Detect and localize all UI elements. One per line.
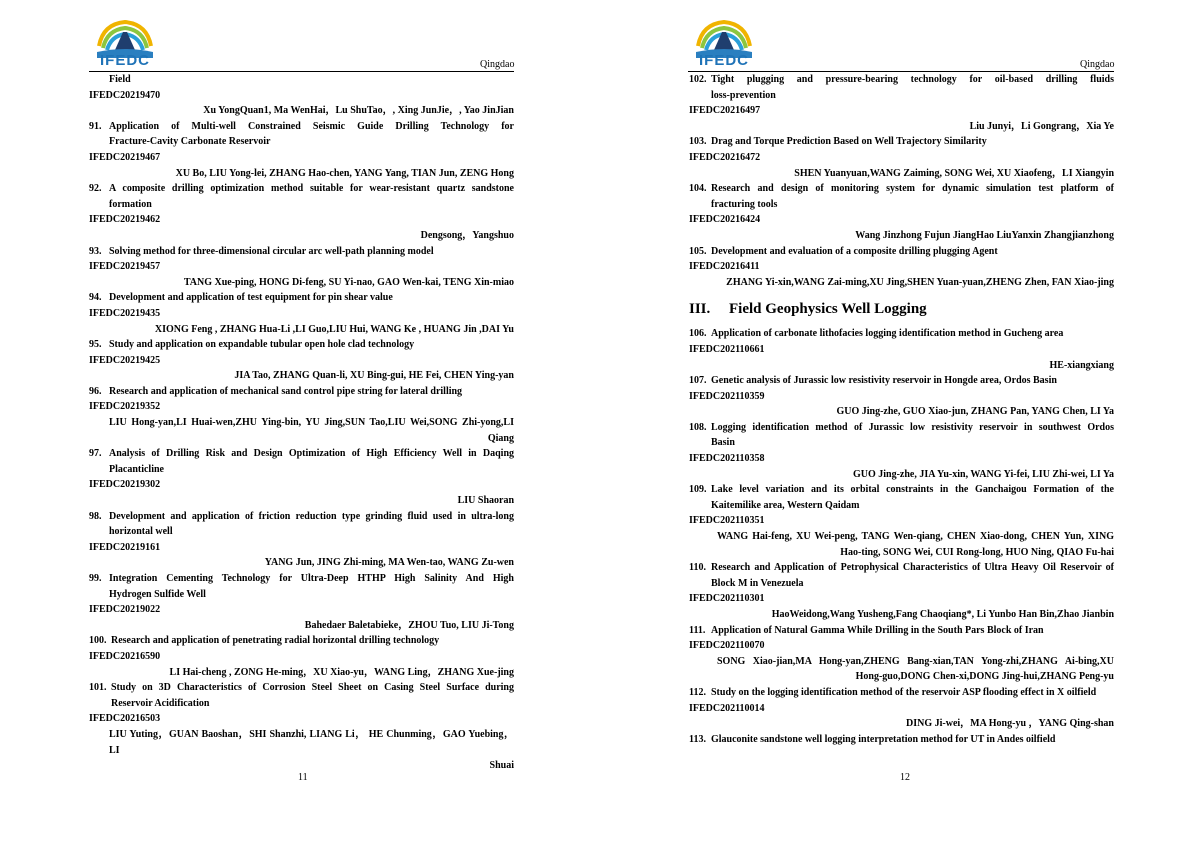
- paper-number: 108.: [689, 421, 707, 433]
- title-text: Application of Multi-well Constrained Seismic Guide Drilling Technology for: [109, 120, 514, 132]
- paper-code: IFEDC20219352: [89, 401, 161, 413]
- title-text: Research and application of penetrating radial horizontal drilling technology: [111, 635, 440, 647]
- paper-authors: Liu Junyi，Li Gongrang，Xia Ye: [969, 120, 1114, 132]
- title-text: Lake level variation and its orbital constraints in the Ganchaigou Formation of the: [711, 484, 1114, 496]
- paper-code: IFEDC20219467: [89, 151, 161, 163]
- paper-code: IFEDC20219302: [89, 479, 161, 491]
- paper-number: 104.: [689, 183, 707, 195]
- paper-number: 103.: [689, 136, 707, 148]
- indent: [689, 498, 711, 514]
- paper-title: [689, 482, 1114, 513]
- paper-authors: GUO Jing-zhe, JIA Yu-xin, WANG Yi-fei, LIU Zhi-wei, LI Ya: [852, 468, 1114, 480]
- title-text: Analysis of Drilling Risk and Design Optimization of High Efficiency Well in Daqing: [109, 448, 514, 460]
- indent: [89, 134, 109, 150]
- title-text: Development and evaluation of a composite drilling plugging Agent: [711, 245, 998, 257]
- left-content: [89, 72, 514, 774]
- title-text: Development and application of friction reduction type grinding fluid used in ultra-long: [109, 510, 514, 522]
- title-line: [89, 446, 514, 462]
- title-line: [89, 680, 514, 696]
- paper-number: 99.: [89, 573, 102, 584]
- paper-title: [89, 244, 514, 260]
- title-line: [689, 244, 1114, 260]
- paper-code: IFEDC20216472: [689, 151, 761, 163]
- title-line: [689, 560, 1114, 576]
- title-text: Study and application on expandable tubular open hole clad technology: [109, 339, 415, 351]
- paper-code: IFEDC20219462: [89, 214, 161, 226]
- paper-code: IFEDC202110301: [689, 593, 765, 605]
- paper-number: 109.: [689, 484, 707, 496]
- section-heading: [689, 299, 1114, 319]
- paper-authors: Xu YongQuan1, Ma WenHai，Lu ShuTao，, Xing JunJie，, Yao JinJian: [203, 105, 514, 117]
- title-text: Glauconite sandstone well logging interpretation method for UT in Andes oilfield: [711, 733, 1056, 745]
- paper-authors: ZHANG Yi-xin,WANG Zai-ming,XU Jing,SHEN Yuan-yuan,ZHENG Zhen, FAN Xiao-jing: [726, 276, 1114, 288]
- author-line: SONG Xiao-jian,MA Hong-yan,ZHENG Bang-xian,TAN Yong-zhi,ZHANG Ai-bing,XU: [717, 655, 1114, 667]
- title-line: [89, 337, 514, 353]
- paper-code: IFEDC202110014: [689, 702, 765, 714]
- logo-text: IFEDC: [699, 52, 749, 69]
- title-line: [89, 134, 514, 150]
- indent: [689, 197, 711, 213]
- title-line: [689, 326, 1114, 342]
- title-line: [689, 732, 1114, 748]
- title-text: Development and application of test equipment for pin shear value: [109, 292, 393, 304]
- paper-number: 95.: [89, 339, 102, 351]
- paper-title: [689, 134, 1114, 150]
- paper-code: IFEDC20219470: [89, 89, 161, 101]
- paper-title: [89, 337, 514, 353]
- paper-number: 96.: [89, 385, 102, 397]
- paper-number: 98.: [89, 510, 102, 522]
- indent: [89, 462, 109, 478]
- paper-authors: Wang Jinzhong Fujun JiangHao LiuYanxin Zhangjianzhong: [855, 229, 1114, 241]
- title-line: [89, 633, 514, 649]
- paper-authors: Bahedaer Baletabieke，ZHOU Tuo, LIU Ji-Tong: [304, 619, 514, 631]
- paper-code: IFEDC202110351: [689, 515, 765, 527]
- paper-authors: JIA Tao, ZHANG Quan-li, XU Bing-gui, HE Fei, CHEN Ying-yan: [234, 370, 514, 382]
- title-text: Application of Natural Gamma While Drilling in the South Pars Block of Iran: [711, 624, 1044, 636]
- title-line: [89, 119, 514, 135]
- title-text: Kaitemilike area, Western Qaidam: [711, 499, 860, 511]
- paper-title-continuation: [89, 72, 514, 88]
- ifedc-logo: [93, 18, 157, 72]
- paper-code: IFEDC20216590: [89, 650, 161, 662]
- title-text: Tight plugging and pressure-bearing technology for oil-based drilling fluids: [711, 74, 1114, 85]
- title-text: Basin: [711, 437, 735, 449]
- page-number: 12: [900, 772, 910, 783]
- title-text: Solving method for three-dimensional circular arc well-path planning model: [109, 245, 434, 257]
- header-city: Qingdao: [480, 59, 515, 70]
- title-text: formation: [109, 198, 152, 210]
- title-text: horizontal well: [109, 526, 173, 538]
- title-text: Study on 3D Characteristics of Corrosion Steel Sheet on Casing Steel Surface during: [111, 682, 514, 694]
- right-page: [596, 0, 1191, 842]
- paper-authors: [89, 415, 514, 446]
- paper-code: IFEDC20219161: [89, 541, 161, 553]
- paper-code: IFEDC20216503: [89, 713, 161, 725]
- title-text: loss-prevention: [711, 89, 776, 101]
- paper-authors: YANG Jun, JING Zhi-ming, MA Wen-tao, WANG Zu-wen: [264, 557, 514, 569]
- paper-title: [689, 623, 1114, 639]
- title-text: Application of carbonate lithofacies logging identification method in Gucheng area: [711, 328, 1064, 340]
- paper-authors: DING Ji-wei，MA Hong-yu ，YANG Qing-shan: [906, 718, 1114, 730]
- title-text: Research and Application of Petrophysical Characteristics of Ultra Heavy Oil Reservoir of: [711, 562, 1114, 574]
- paper-title: [689, 326, 1114, 342]
- paper-number: 110.: [689, 562, 706, 574]
- paper-title: [89, 119, 514, 150]
- title-line: [89, 244, 514, 260]
- paper-authors: XIONG Feng , ZHANG Hua-Li ,LI Guo,LIU Hui, WANG Ke , HUANG Jin ,DAI Yu: [154, 323, 514, 335]
- ifedc-logo: [692, 18, 756, 72]
- paper-number: 107.: [689, 375, 707, 387]
- title-line: [689, 88, 1114, 104]
- title-line: [689, 134, 1114, 150]
- paper-code: IFEDC20216424: [689, 214, 761, 226]
- paper-code: IFEDC20219425: [89, 354, 161, 366]
- paper-title: [89, 290, 514, 306]
- paper-number: 111.: [689, 624, 706, 636]
- title-line: [89, 197, 514, 213]
- title-line: [689, 576, 1114, 592]
- paper-code: IFEDC20219435: [89, 307, 161, 319]
- paper-title: [89, 571, 514, 602]
- author-line: Hong-guo,DONG Chen-xi,DONG Jing-hui,ZHANG Peng-yu: [855, 671, 1114, 683]
- title-text: Logging identification method of Jurassic low resistivity reservoir in southwest Ordos: [711, 421, 1114, 433]
- paper-number: 100.: [89, 635, 107, 647]
- title-text: fracturing tools: [711, 198, 778, 210]
- title-line: [89, 290, 514, 306]
- title-text: Hydrogen Sulfide Well: [109, 588, 206, 600]
- paper-title: [689, 685, 1114, 701]
- paper-title: [689, 560, 1114, 591]
- paper-authors: HE-xiangxiang: [1049, 359, 1114, 371]
- paper-code: IFEDC202110359: [689, 390, 765, 402]
- paper-authors: [689, 529, 1114, 560]
- paper-number: 112.: [689, 686, 706, 698]
- paper-number: 93.: [89, 245, 102, 257]
- title-line: [89, 462, 514, 478]
- paper-authors: SHEN Yuanyuan,WANG Zaiming, SONG Wei, XU Xiaofeng，LI Xiangyin: [794, 167, 1114, 179]
- paper-number: 106.: [689, 328, 707, 340]
- paper-title: [689, 420, 1114, 451]
- title-text: Research and application of mechanical sand control pipe string for lateral drilling: [109, 385, 463, 397]
- paper-authors: [689, 654, 1114, 685]
- title-line: [89, 696, 514, 712]
- right-content: [689, 72, 1114, 747]
- paper-title: [689, 72, 1114, 103]
- title-text: Integration Cementing Technology for Ultra-Deep HTHP High Salinity And High: [109, 573, 514, 584]
- paper-authors: LIU Shaoran: [457, 495, 514, 507]
- title-line: [689, 72, 1114, 88]
- paper-number: 94.: [89, 292, 102, 304]
- paper-number: 91.: [89, 120, 102, 132]
- author-line: LIU Hong-yan,LI Huai-wen,ZHU Ying-bin, YU Jing,SUN Tao,LIU Wei,SONG Zhi-yong,LI: [109, 417, 514, 429]
- indent: [689, 88, 711, 104]
- title-text: Placanticline: [109, 463, 164, 475]
- title-text: Genetic analysis of Jurassic low resistivity reservoir in Hongde area, Ordos Basin: [711, 375, 1057, 387]
- paper-number: 113.: [689, 733, 706, 745]
- logo-text: IFEDC: [100, 52, 150, 69]
- paper-authors: TANG Xue-ping, HONG Di-feng, SU Yi-nao, GAO Wen-kai, TENG Xin-miao: [183, 276, 514, 288]
- title-text: A composite drilling optimization method suitable for wear-resistant quartz sandstone: [109, 183, 514, 195]
- paper-title: [689, 373, 1114, 389]
- page-number: 11: [298, 772, 308, 783]
- title-line: [689, 623, 1114, 639]
- title-text: Field: [109, 74, 131, 85]
- title-text: Research and design of monitoring system for dynamic simulation test platform of: [711, 183, 1114, 195]
- paper-code: IFEDC202110070: [689, 640, 765, 652]
- paper-title: [689, 181, 1114, 212]
- title-text: Block M in Venezuela: [711, 577, 804, 589]
- paper-title: [89, 680, 514, 711]
- indent: [89, 587, 109, 603]
- paper-title: [89, 446, 514, 477]
- paper-code: IFEDC202110661: [689, 343, 765, 355]
- paper-authors: [89, 727, 514, 774]
- title-line: [689, 435, 1114, 451]
- author-line: Qiang: [487, 432, 514, 444]
- author-line: Hao-ting, SONG Wei, CUI Rong-long, HUO Ning, QIAO Fu-hai: [840, 546, 1114, 558]
- paper-code: IFEDC20216497: [689, 105, 761, 117]
- title-line: [89, 181, 514, 197]
- title-line: [89, 524, 514, 540]
- title-line: [89, 509, 514, 525]
- author-line: LIU Yuting，GUAN Baoshan，SHI Shanzhi, LIANG Li， HE Chunming，GAO Yuebing，LI: [109, 728, 514, 756]
- paper-title: [89, 509, 514, 540]
- section-title: Field Geophysics Well Logging: [729, 301, 927, 318]
- indent: [89, 197, 109, 213]
- title-line: [689, 197, 1114, 213]
- header-city: Qingdao: [1080, 59, 1115, 70]
- paper-title: [89, 633, 514, 649]
- title-text: Fracture-Cavity Carbonate Reservoir: [109, 136, 271, 148]
- paper-title: [689, 244, 1114, 260]
- paper-title: [689, 732, 1114, 748]
- paper-number: 92.: [89, 183, 102, 195]
- paper-authors: Dengsong，Yangshuo: [420, 229, 514, 241]
- paper-authors: XU Bo, LIU Yong-lei, ZHANG Hao-chen, YANG Yang, TIAN Jun, ZENG Hong: [175, 167, 514, 179]
- author-line: Shuai: [489, 760, 514, 772]
- paper-title: [89, 384, 514, 400]
- title-line: [689, 420, 1114, 436]
- paper-code: IFEDC20219022: [89, 604, 161, 616]
- title-line: [89, 587, 514, 603]
- paper-number: 97.: [89, 448, 102, 460]
- indent: [689, 576, 711, 592]
- paper-code: IFEDC20216411: [689, 261, 760, 273]
- section-numeral: III.: [689, 301, 711, 318]
- indent: [89, 524, 109, 540]
- paper-number: 102.: [689, 74, 707, 85]
- title-line: [689, 373, 1114, 389]
- paper-code: IFEDC20219457: [89, 261, 161, 273]
- title-line: [689, 482, 1114, 498]
- paper-number: 105.: [689, 245, 707, 257]
- paper-code: IFEDC202110358: [689, 453, 765, 465]
- paper-authors: HaoWeidong,Wang Yusheng,Fang Chaoqiang*, Li Yunbo Han Bin,Zhao Jianbin: [771, 609, 1114, 620]
- title-text: Reservoir Acidification: [111, 697, 210, 709]
- title-text: Study on the logging identification method of the reservoir ASP flooding effect in X oilfield: [711, 686, 1097, 698]
- title-line: [89, 384, 514, 400]
- indent: [89, 696, 111, 712]
- title-line: [689, 498, 1114, 514]
- author-line: WANG Hai-feng, XU Wei-peng, TANG Wen-qiang, CHEN Xiao-dong, CHEN Yun, XING: [717, 531, 1114, 543]
- paper-authors: LI Hai-cheng , ZONG He-ming，XU Xiao-yu，WANG Ling，ZHANG Xue-jing: [169, 666, 514, 678]
- title-line: [689, 181, 1114, 197]
- paper-number: 101.: [89, 682, 107, 694]
- paper-title: [89, 181, 514, 212]
- title-text: Drag and Torque Prediction Based on Well Trajectory Similarity: [711, 136, 987, 148]
- title-line: [689, 685, 1114, 701]
- indent: [689, 435, 711, 451]
- paper-authors: GUO Jing-zhe, GUO Xiao-jun, ZHANG Pan, YANG Chen, LI Ya: [836, 406, 1114, 418]
- title-line: [89, 571, 514, 587]
